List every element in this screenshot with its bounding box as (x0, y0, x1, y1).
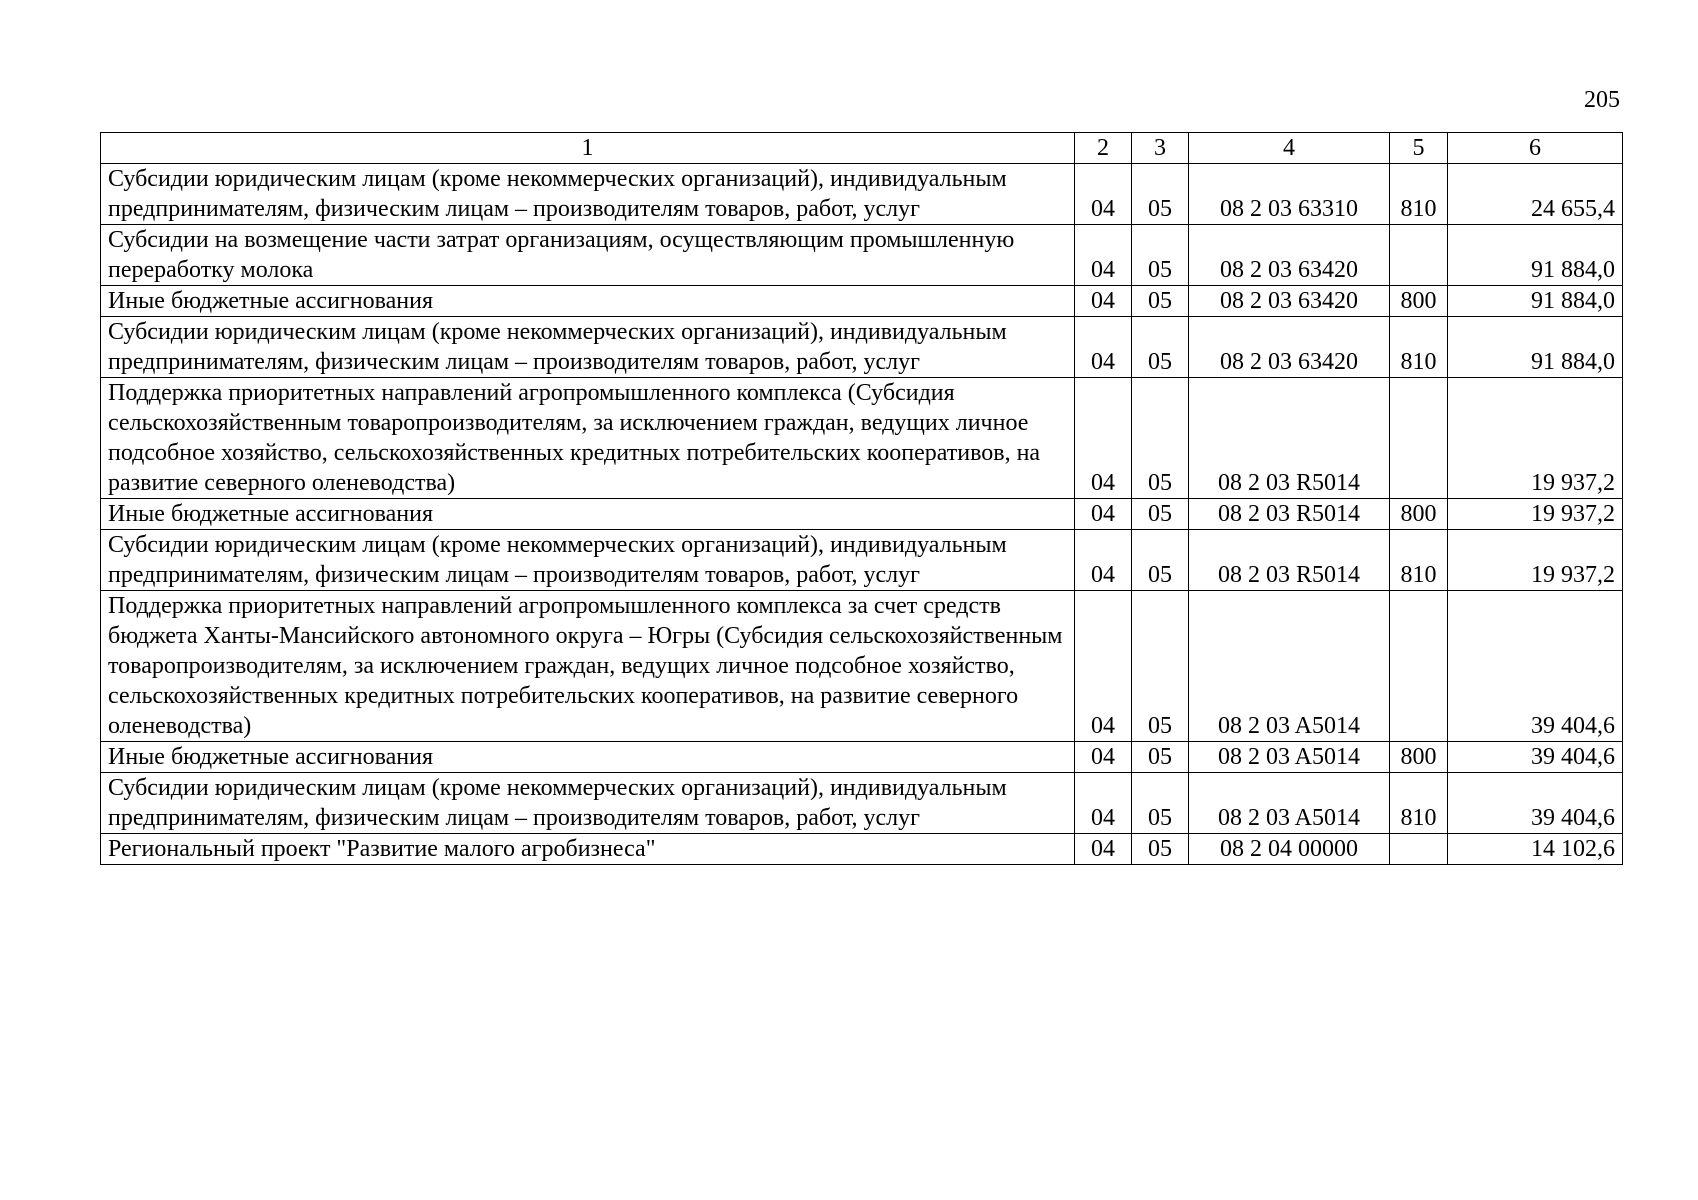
row-name-cell: Иные бюджетные ассигнования (101, 742, 1075, 773)
table-row (101, 834, 1623, 865)
table-body (101, 164, 1623, 865)
row-amount-cell: 19 937,2 (1448, 530, 1623, 591)
row-subsection-cell: 05 (1132, 286, 1189, 317)
table-row (101, 286, 1623, 317)
header-col-1: 1 (101, 133, 1075, 164)
row-subsection-cell: 05 (1132, 742, 1189, 773)
row-name-cell: Субсидии юридическим лицам (кроме некоммерческих организаций), индивидуальным предпринимателям, физическим лицам – производителям товаров, работ, услуг (101, 164, 1075, 225)
row-expense-type-cell: 810 (1390, 773, 1448, 834)
row-subsection-cell: 05 (1132, 499, 1189, 530)
row-section-cell: 04 (1075, 591, 1132, 742)
row-subsection-cell: 05 (1132, 530, 1189, 591)
row-amount-cell: 91 884,0 (1448, 286, 1623, 317)
row-section-cell: 04 (1075, 317, 1132, 378)
row-section-cell: 04 (1075, 378, 1132, 499)
table-row (101, 530, 1623, 591)
row-section-cell: 04 (1075, 286, 1132, 317)
row-section-cell: 04 (1075, 225, 1132, 286)
row-expense-type-cell: 800 (1390, 286, 1448, 317)
header-row (101, 133, 1623, 164)
row-amount-cell: 14 102,6 (1448, 834, 1623, 865)
row-target-code-cell: 08 2 03 A5014 (1189, 773, 1390, 834)
row-expense-type-cell (1390, 378, 1448, 499)
row-target-code-cell: 08 2 03 R5014 (1189, 530, 1390, 591)
page-number: 205 (1584, 87, 1620, 113)
row-amount-cell: 19 937,2 (1448, 499, 1623, 530)
row-section-cell: 04 (1075, 499, 1132, 530)
row-expense-type-cell: 810 (1390, 530, 1448, 591)
table-header (101, 133, 1623, 164)
table-row (101, 773, 1623, 834)
row-target-code-cell: 08 2 03 A5014 (1189, 742, 1390, 773)
row-name-cell: Региональный проект "Развитие малого агробизнеса" (101, 834, 1075, 865)
table-row (101, 317, 1623, 378)
row-section-cell: 04 (1075, 742, 1132, 773)
table-row (101, 742, 1623, 773)
header-col-4: 4 (1189, 133, 1390, 164)
row-amount-cell: 19 937,2 (1448, 378, 1623, 499)
row-amount-cell: 39 404,6 (1448, 773, 1623, 834)
row-name-cell: Поддержка приоритетных направлений агропромышленного комплекса (Субсидия сельскохозяйственным товаропроизводителям, за исключением граждан, ведущих личное подсобное хозяйство, сельскохозяйственных кредитных потребительских кооперативов, на развитие северного оленеводства) (101, 378, 1075, 499)
row-target-code-cell: 08 2 03 63420 (1189, 317, 1390, 378)
row-target-code-cell: 08 2 03 R5014 (1189, 499, 1390, 530)
table-row (101, 164, 1623, 225)
header-col-3: 3 (1132, 133, 1189, 164)
row-expense-type-cell: 800 (1390, 742, 1448, 773)
row-amount-cell: 91 884,0 (1448, 317, 1623, 378)
row-section-cell: 04 (1075, 773, 1132, 834)
budget-table (100, 132, 1623, 865)
row-section-cell: 04 (1075, 530, 1132, 591)
row-target-code-cell: 08 2 03 63310 (1189, 164, 1390, 225)
row-name-cell: Субсидии юридическим лицам (кроме некоммерческих организаций), индивидуальным предпринимателям, физическим лицам – производителям товаров, работ, услуг (101, 530, 1075, 591)
row-section-cell: 04 (1075, 164, 1132, 225)
row-expense-type-cell (1390, 834, 1448, 865)
row-subsection-cell: 05 (1132, 378, 1189, 499)
row-name-cell: Субсидии юридическим лицам (кроме некоммерческих организаций), индивидуальным предпринимателям, физическим лицам – производителям товаров, работ, услуг (101, 317, 1075, 378)
row-name-cell: Субсидии юридическим лицам (кроме некоммерческих организаций), индивидуальным предпринимателям, физическим лицам – производителям товаров, работ, услуг (101, 773, 1075, 834)
table-row (101, 225, 1623, 286)
table-row (101, 591, 1623, 742)
row-target-code-cell: 08 2 04 00000 (1189, 834, 1390, 865)
row-target-code-cell: 08 2 03 63420 (1189, 286, 1390, 317)
row-expense-type-cell: 800 (1390, 499, 1448, 530)
row-subsection-cell: 05 (1132, 317, 1189, 378)
row-subsection-cell: 05 (1132, 591, 1189, 742)
row-name-cell: Иные бюджетные ассигнования (101, 286, 1075, 317)
row-subsection-cell: 05 (1132, 225, 1189, 286)
row-name-cell: Субсидии на возмещение части затрат организациям, осуществляющим промышленную переработку молока (101, 225, 1075, 286)
row-target-code-cell: 08 2 03 A5014 (1189, 591, 1390, 742)
row-amount-cell: 39 404,6 (1448, 591, 1623, 742)
row-expense-type-cell: 810 (1390, 317, 1448, 378)
row-amount-cell: 91 884,0 (1448, 225, 1623, 286)
row-target-code-cell: 08 2 03 63420 (1189, 225, 1390, 286)
row-name-cell: Иные бюджетные ассигнования (101, 499, 1075, 530)
row-subsection-cell: 05 (1132, 834, 1189, 865)
table-row (101, 378, 1623, 499)
row-expense-type-cell (1390, 591, 1448, 742)
row-target-code-cell: 08 2 03 R5014 (1189, 378, 1390, 499)
row-expense-type-cell: 810 (1390, 164, 1448, 225)
row-name-cell: Поддержка приоритетных направлений агропромышленного комплекса за счет средств бюджета Ханты-Мансийского автономного округа – Югры (Субсидия сельскохозяйственным товаропроизводителям, за исключением граждан, ведущих личное подсобное хозяйство, сельскохозяйственных кредитных потребительских кооперативов, на развитие северного оленеводства) (101, 591, 1075, 742)
header-col-6: 6 (1448, 133, 1623, 164)
row-subsection-cell: 05 (1132, 164, 1189, 225)
row-subsection-cell: 05 (1132, 773, 1189, 834)
row-amount-cell: 24 655,4 (1448, 164, 1623, 225)
row-amount-cell: 39 404,6 (1448, 742, 1623, 773)
header-col-2: 2 (1075, 133, 1132, 164)
header-col-5: 5 (1390, 133, 1448, 164)
table-row (101, 499, 1623, 530)
row-expense-type-cell (1390, 225, 1448, 286)
row-section-cell: 04 (1075, 834, 1132, 865)
